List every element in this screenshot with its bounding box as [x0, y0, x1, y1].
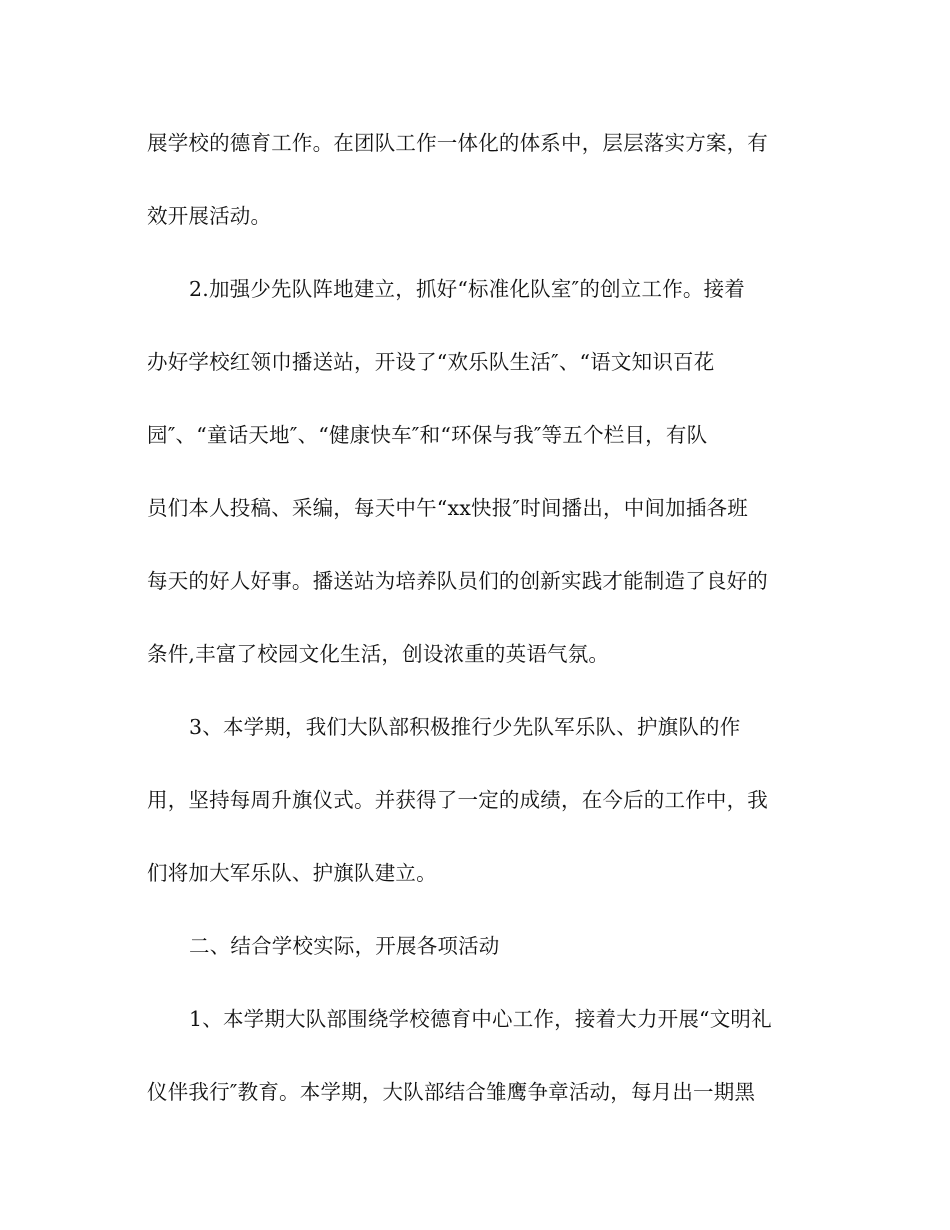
text-line: 们将加大军乐队、护旗队建立。: [147, 861, 437, 885]
text-line: 展学校的德育工作。在团队工作一体化的体系中，层层落实方案，有: [147, 131, 768, 155]
text-line: 效开展活动。: [147, 204, 272, 228]
text-line: 条件,丰富了校园文化生活，创设浓重的英语气氛。: [147, 642, 610, 666]
text-line: 办好学校红领巾播送站，开设了“欢乐队生活″、“语文知识百花: [147, 350, 715, 374]
text-line: 用，坚持每周升旗仪式。并获得了一定的成绩，在今后的工作中，我: [147, 788, 768, 812]
text-line: 仪伴我行″教育。本学期，大队部结合雏鹰争章活动，每月出一期黑: [147, 1080, 756, 1104]
text-line: 员们本人投稿、采编，每天中午“xx快报″时间播出，中间加插各班: [147, 496, 748, 520]
paragraph-start-line: 3、本学期，我们大队部积极推行少先队军乐队、护旗队的作: [189, 715, 741, 739]
section-heading: 二、结合学校实际，开展各项活动: [189, 934, 500, 958]
text-line: 每天的好人好事。播送站为培养队员们的创新实践才能制造了良好的: [147, 569, 768, 593]
text-line: 园″、“童话天地″、“健康快车″和“环保与我″等五个栏目，有队: [147, 423, 708, 447]
paragraph-start-line: 2.加强少先队阵地建立，抓好“标准化队室″的创立工作。接着: [189, 277, 745, 301]
paragraph-start-line: 1、本学期大队部围绕学校德育中心工作，接着大力开展“文明礼: [189, 1007, 772, 1031]
